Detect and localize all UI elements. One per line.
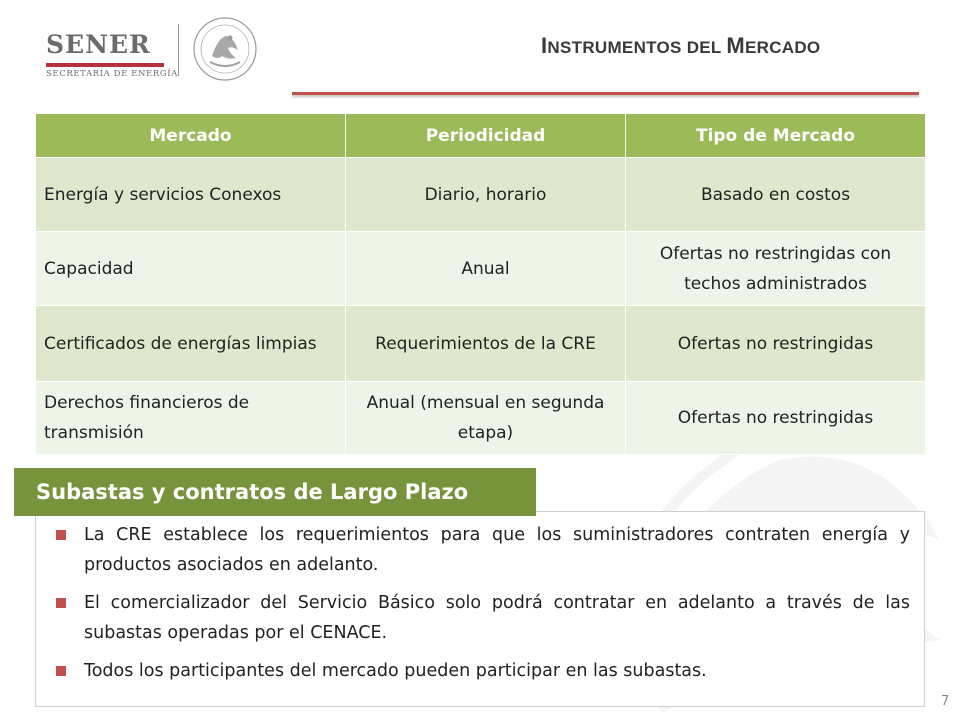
subastas-bullet-list bbox=[56, 520, 910, 694]
title-smallcaps-1: NSTRUMENTOS DEL bbox=[547, 38, 727, 57]
title-underline bbox=[292, 92, 919, 95]
square-bullet-icon bbox=[56, 530, 66, 540]
bullet-text: La CRE establece los requerimientos para que los suministradores contraten energía y productos asociados en adelanto. bbox=[84, 525, 910, 575]
table-cell: Basado en costos bbox=[626, 158, 926, 232]
slide-title bbox=[541, 33, 820, 59]
table-row bbox=[36, 306, 926, 382]
table-cell: Ofertas no restringidas bbox=[626, 382, 926, 455]
bullet-text: El comercializador del Servicio Básico solo podrá contratar en adelanto a través de las subastas operadas por el CENACE. bbox=[84, 593, 910, 643]
table-cell: Anual (mensual en segunda etapa) bbox=[346, 382, 626, 455]
title-cap-1: I bbox=[541, 33, 548, 58]
bullet-text: Todos los participantes del mercado pueden participar en las subastas. bbox=[84, 661, 707, 681]
title-smallcaps-2: ERCADO bbox=[744, 38, 821, 57]
column-header-periodicidad: Periodicidad bbox=[346, 114, 626, 158]
column-header-tipo: Tipo de Mercado bbox=[626, 114, 926, 158]
column-header-mercado: Mercado bbox=[36, 114, 346, 158]
list-item bbox=[56, 520, 910, 580]
title-cap-2: M bbox=[726, 33, 745, 58]
logo-text bbox=[46, 30, 178, 79]
table-cell: Energía y servicios Conexos bbox=[36, 158, 346, 232]
subastas-heading: Subastas y contratos de Largo Plazo bbox=[14, 468, 536, 516]
table-cell: Certificados de energías limpias bbox=[36, 306, 346, 382]
table-cell: Capacidad bbox=[36, 232, 346, 306]
page-number: 7 bbox=[941, 694, 950, 709]
list-item bbox=[56, 656, 910, 686]
table-row bbox=[36, 232, 926, 306]
list-item bbox=[56, 588, 910, 648]
logo-word: SENER bbox=[46, 30, 151, 59]
table-cell: Ofertas no restringidas bbox=[626, 306, 926, 382]
sener-logo bbox=[40, 14, 270, 84]
market-instruments-table bbox=[35, 113, 926, 455]
logo-red-bar bbox=[46, 63, 164, 67]
table-cell: Ofertas no restringidas con techos administrados bbox=[626, 232, 926, 306]
table-cell: Anual bbox=[346, 232, 626, 306]
table-cell: Derechos financieros de transmisión bbox=[36, 382, 346, 455]
table-cell: Diario, horario bbox=[346, 158, 626, 232]
table-cell: Requerimientos de la CRE bbox=[346, 306, 626, 382]
logo-subtitle: SECRETARÍA DE ENERGÍA bbox=[46, 69, 178, 79]
mexico-seal-icon bbox=[192, 16, 258, 82]
square-bullet-icon bbox=[56, 666, 66, 676]
table-header-row bbox=[36, 114, 926, 158]
square-bullet-icon bbox=[56, 598, 66, 608]
table-row bbox=[36, 382, 926, 455]
logo-divider bbox=[178, 24, 179, 76]
table-row bbox=[36, 158, 926, 232]
